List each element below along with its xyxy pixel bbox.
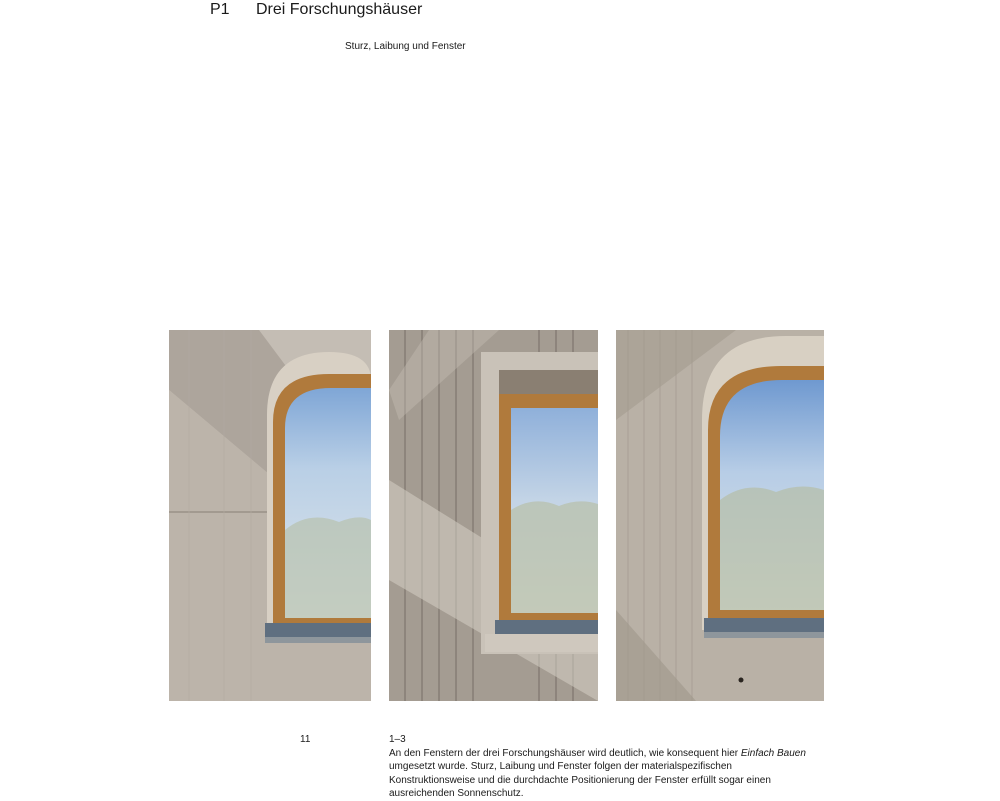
page-number: 11	[300, 734, 311, 745]
caption-text-part1: An den Fenstern der drei Forschungshäuser wird deutlich, wie konsequent hier	[389, 747, 741, 759]
section-code: P1	[210, 1, 230, 18]
caption-emphasis: Einfach Bauen	[740, 747, 806, 759]
figure-caption	[389, 733, 819, 801]
section-title: Drei Forschungshäuser	[256, 1, 423, 18]
photo-concrete-arched-window-3	[616, 330, 824, 701]
photo-concrete-arched-window-1	[169, 330, 371, 701]
caption-figure-numbers: 1–3	[389, 734, 406, 745]
caption-text-part2: umgesetzt wurde. Sturz, Laibung und Fenster folgen der materialspezifischen Konstruktionsweise und die durchdachte Positionierung der Fenster erfüllt sogar einen ausreichenden Sonnenschutz.	[389, 761, 771, 799]
photo-wood-rectangular-window-2	[389, 330, 598, 701]
page-subtitle: Sturz, Laibung und Fenster	[345, 41, 466, 52]
